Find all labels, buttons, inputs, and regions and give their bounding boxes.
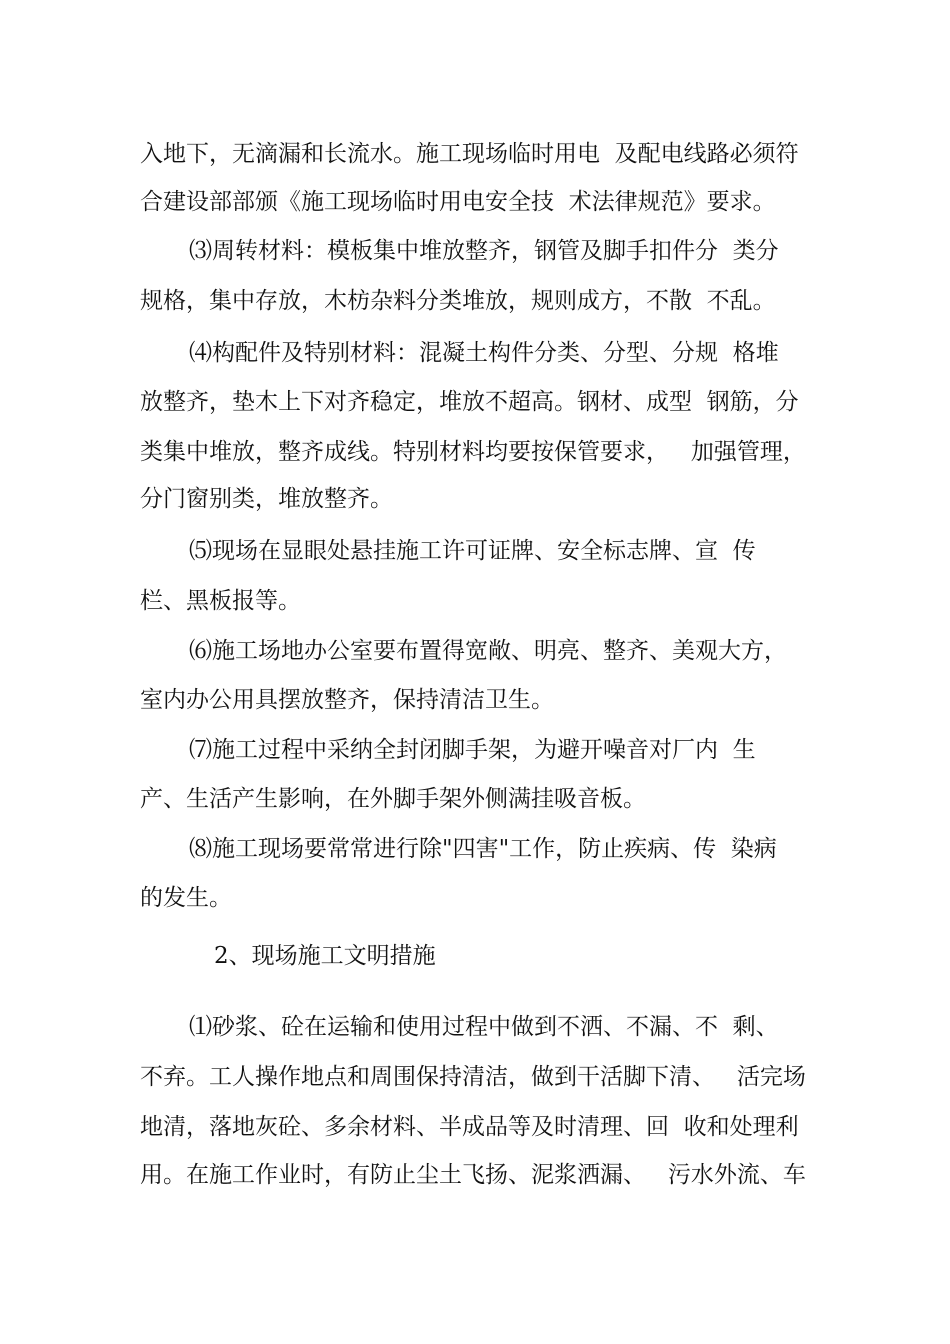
paragraph-line: 放整齐，垫木上下对齐稳定，堆放不超高。钢材、成型 钢筋，分 <box>140 389 799 415</box>
section-heading: 2、现场施工文明措施 <box>214 943 436 969</box>
paragraph-line: ⑴砂浆、砼在运输和使用过程中做到不洒、不漏、不 剩、 <box>189 1014 779 1040</box>
paragraph-line: 不弃。工人操作地点和周围保持清洁，做到干活脚下清、 活完场 <box>140 1064 806 1090</box>
paragraph-line: ⑶周转材料：模板集中堆放整齐，钢管及脚手扣件分 类分 <box>189 238 779 264</box>
paragraph-line: 栏、黑板报等。 <box>140 588 301 614</box>
paragraph-line: 分门窗别类，堆放整齐。 <box>140 486 393 512</box>
paragraph-line: 规格，集中存放，木枋杂料分类堆放，规则成方，不散 不乱。 <box>140 288 776 314</box>
paragraph-line: ⑹施工场地办公室要布置得宽敞、明亮、整齐、美观大方， <box>189 638 787 664</box>
paragraph-line: 地清，落地灰砼、多余材料、半成品等及时清理、回 收和处理利 <box>140 1114 799 1140</box>
paragraph-line: 室内办公用具摆放整齐，保持清洁卫生。 <box>140 687 554 713</box>
paragraph-line: 合建设部部颁《施工现场临时用电安全技 术法律规范》要求。 <box>140 189 776 215</box>
paragraph-line: 入地下，无滴漏和长流水。施工现场临时用电 及配电线路必须符 <box>140 141 799 167</box>
paragraph-line: 类集中堆放，整齐成线。特别材料均要按保管要求， 加强管理， <box>140 439 806 465</box>
paragraph-line: 产、生活产生影响，在外脚手架外侧满挂吸音板。 <box>140 786 646 812</box>
paragraph-line: ⑷构配件及特别材料：混凝土构件分类、分型、分规 格堆 <box>189 340 779 366</box>
paragraph-line: ⑺施工过程中采纳全封闭脚手架，为避开噪音对厂内 生 <box>189 737 756 763</box>
paragraph-line: 用。在施工作业时，有防止尘土飞扬、泥浆洒漏、 污水外流、车 <box>140 1162 806 1188</box>
paragraph-line: ⑸现场在显眼处悬挂施工许可证牌、安全标志牌、宣 传 <box>189 538 756 564</box>
paragraph-line: 的发生。 <box>140 885 232 911</box>
paragraph-line: ⑻施工现场要常常进行除"四害"工作，防止疾病、传 染病 <box>189 836 777 862</box>
